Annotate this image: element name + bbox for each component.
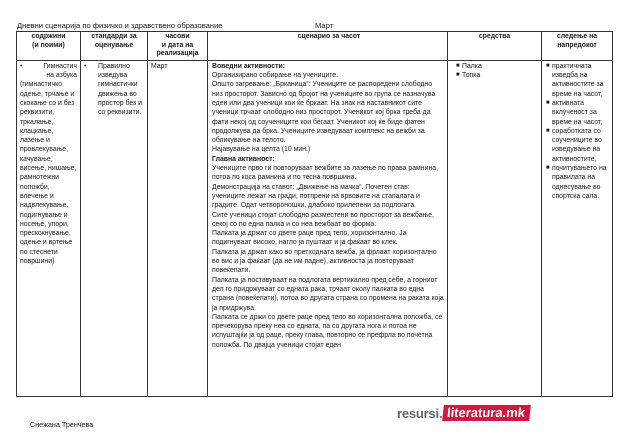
bullet-icon: ■ [546,62,550,69]
scenario-paragraph: Учениците прво ги повторуваат вежбите за лазење по права рамнина, потоа по коса рамнина и по тесна површина. [212,165,438,182]
bullet-icon: ■ [456,62,460,69]
content-bullet [20,62,77,81]
scenario-paragraph: Демонстрација на ставот: „Движење на мачка“. Почетен став: учениците лежат на гради, потпрени на врвовите на стапалата и градите. Одат четвороношки, длабоко прилепени за подлогата. [212,183,420,210]
scenario-paragraph: Општо загревање: „Брканица“: Учениците се распоредени слободно низ просторот. Зависно од бројот на учениците во група се назначува еден или два ученици кои ќе бркаат. На знак на наставникот сите ученици трчаат слободно низ просторот. Ученикот кој брка треба да фати некој од соучениците кои бегаат. Ученикот кој ќе биде фатен продолжува да брка. Учениците изведуваат комплекс на вежби за обликување на телото. [212,81,436,145]
assessment-label: активната вклученост за време на часот, [552,99,603,126]
standard-item [84,62,144,118]
scenario-paragraph: Најавување на целта (10 мин.) [212,146,311,154]
resource-label: Палка [462,62,482,70]
scenario-paragraph: Палката се држи со двете раце пред тело во хоризонтална положба, се пречекорува преку неа со едната, па со другата нога и потоа не испуштајќи ја од раце, преку глава, повторно се префрла во почетна положба. По двајца ученици стојат еден [212,313,443,349]
resources-list [456,62,538,81]
assessment-label: соработката со соучениците во изведување на активностите, [552,127,602,163]
scenario-paragraph: Организирано собирање на учениците. [212,72,339,80]
header-resources: средства [448,32,542,61]
header-date: часови и дата на реализација [148,32,208,61]
scenario-text [212,62,444,350]
header-content: содржини (и поими) [17,32,81,61]
bullet-icon: ■ [546,99,550,106]
scenario-heading: Воведни активности: [212,62,285,70]
content-details: (гимнастичко одење, трчање и скокање со и без реквизити, тркалање, клацкање, лазење и провлекување, качување, висење, нишање, рамнотежни положби, влечење и надвлекување, подигнување и носење, упори, прескокнување, одење и вртење по стеснети површини) [20,81,77,266]
table-header-row [17,32,613,61]
document-title: Дневни сценарија по физичко и здравствено образование [17,21,223,30]
assessment-item [546,99,609,127]
bullet-icon: • [20,62,23,70]
resource-label: Топка [462,72,481,80]
assessment-label: почитувањето на правилата на однесување во спортска сала. [552,165,607,200]
lesson-plan-table [16,31,613,397]
resource-item [456,62,538,71]
header-assessment: следење на напредокот [542,32,613,61]
assessment-item [546,127,609,164]
scenario-paragraph: Палката ја држат со двете раце пред тело, хоризонтално. Ја подигнуваат високо, нагло ја пуштаат и ја фаќаат во клек. [212,230,407,247]
content-topic: Гимнастич на азбука [43,62,77,80]
site-logo[interactable] [397,405,530,421]
bullet-icon: ■ [546,127,550,134]
scenario-heading: Главна активност: [212,155,275,163]
scenario-paragraph: Сите ученици стојат слободно разместени во просторот за вежбање, секој со по една палка и со неа вежбаат во форма: [212,211,434,228]
bullet-icon: ■ [546,165,550,172]
assessment-item [546,62,609,99]
assessment-list [546,62,609,201]
standards-cell [81,60,148,396]
logo-highlight: literatura.mk [443,405,532,421]
standard-text: Правилно изведува гимнастички движења во простор без и со реквизити. [98,62,142,117]
logo-prefix: resursi. [397,405,443,421]
header-scenario: сценарио за часот [208,32,448,61]
scenario-paragraph: Палката ја држат како во претходната вежба, ја фрлаат хоризонтално во вис и ја фаќаат (да не им падне), активноста ја повторуваат повеќепати. [212,248,437,275]
assessment-cell [542,60,613,396]
bullet-icon: ■ [456,72,460,79]
assessment-label: практичната изведба на активностите за време на часот, [552,62,604,98]
content-cell [17,60,81,396]
author-name: Снежана Тренчева [30,420,94,429]
document-month: Март [315,21,334,30]
scenario-cell [208,60,448,396]
assessment-item [546,164,609,201]
header-standards: стандарди за оценување [81,32,148,61]
resource-item [456,71,538,80]
scenario-paragraph: Палката ја поставуваат на подлогата вертикално пред себе, а горниот дел го придржуваат со едната рака, трчаат околу палката во една страна (повеќепати), потоа во другата страна со промена на раката која ја придржува. [212,276,444,312]
date-cell: Март [148,60,208,396]
resources-cell [448,60,542,396]
table-row [17,60,613,396]
bullet-icon: • [84,62,87,70]
